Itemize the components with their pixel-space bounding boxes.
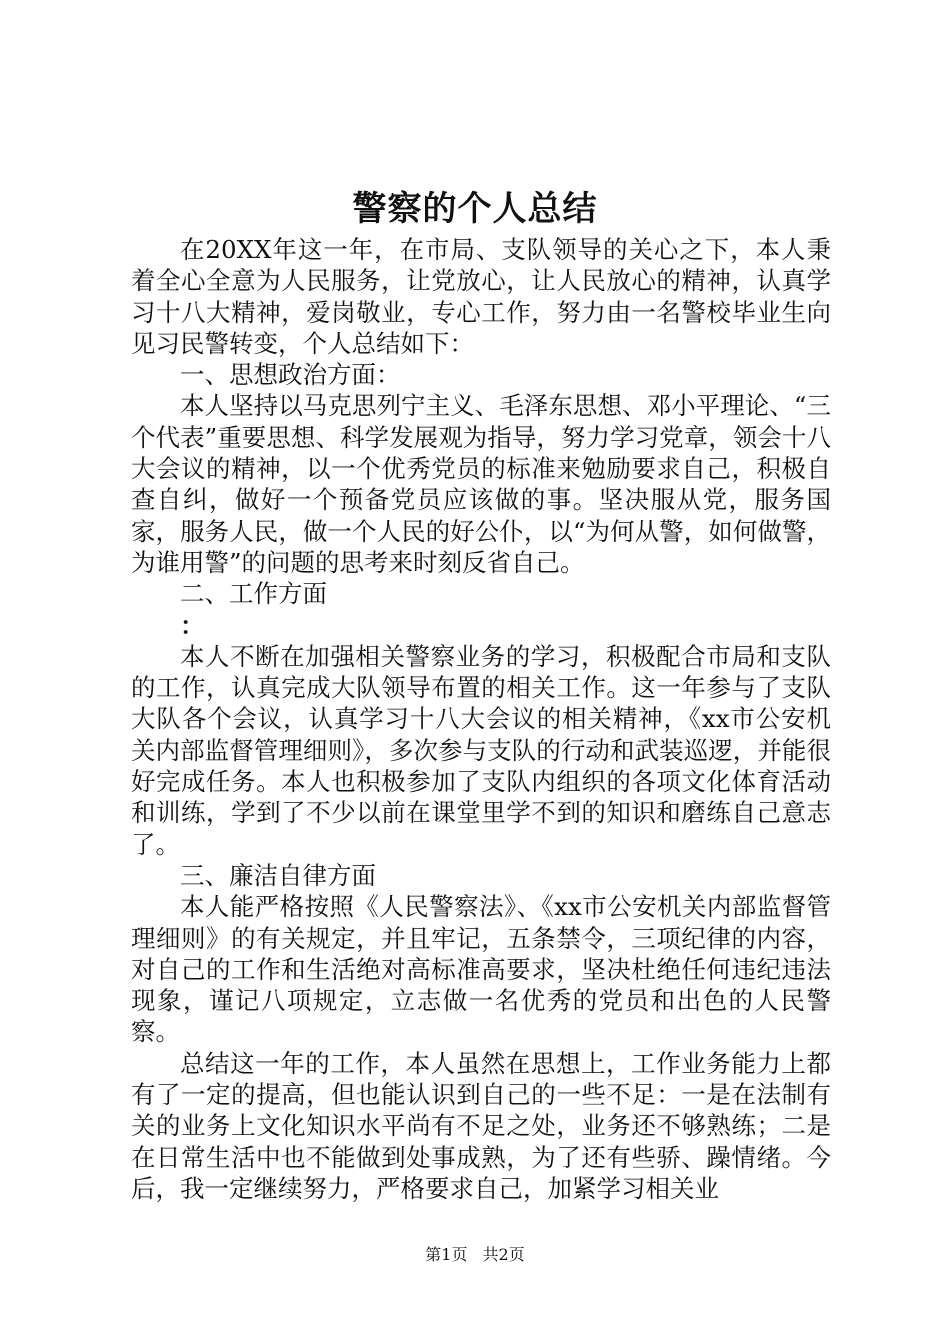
section-heading-work: 二、工作方面: [180, 579, 327, 609]
work-paragraph: 本人不断在加强相关警察业务的学习，积极配合市局和支队的工作，认真完成大队领导布置的相关工作。这一年参与了支队大队各个会议，认真学习十八大会议的相关精神，《xx市公安机关内部监督管理细则》，多次参与支队的行动和武装巡逻，并能很好完成任务。本人也积极参加了支队内组织的各项文化体育活动和训练，学到了不少以前在课堂里学不到的知识和磨练自己意志了。: [131, 641, 831, 859]
page-total: 共2页: [482, 1245, 525, 1264]
page-footer: [0, 1244, 950, 1266]
integrity-paragraph: 本人能严格按照《人民警察法》、《xx市公安机关内部监督管理细则》的有关规定，并且牢记，五条禁令，三项纪律的内容，对自己的工作和生活绝对高标准高要求，坚决杜绝任何违纪违法现象，谨记八项规定，立志做一名优秀的党员和出色的人民警察。: [131, 892, 831, 1047]
summary-paragraph: 总结这一年的工作，本人虽然在思想上，工作业务能力上都有了一定的提高，但也能认识到自己的一些不足：一是在法制有关的业务上文化知识水平尚有不足之处，业务还不够熟练；二是在日常生活中也不能做到处事成熟，为了还有些骄、躁情绪。今后，我一定继续努力，严格要求自己，加紧学习相关业: [131, 1048, 831, 1203]
document-body: [131, 234, 831, 1204]
page-number: 第1页: [425, 1245, 468, 1264]
stray-colon-line: ：: [180, 610, 205, 640]
section-heading-integrity: 三、廉洁自律方面: [180, 860, 376, 890]
section-heading-politics: 一、思想政治方面：: [180, 360, 401, 390]
document-title: 警察的个人总结: [352, 189, 598, 229]
politics-paragraph: 本人坚持以马克思列宁主义、毛泽东思想、邓小平理论、“三个代表”重要思想、科学发展观为指导，努力学习党章，领会十八大会议的精神，以一个优秀党员的标准来勉励要求自己，积极自查自纠，做好一个预备党员应该做的事。坚决服从党，服务国家，服务人民，做一个人民的好公仆，以“为何从警，如何做警，为谁用警”的问题的思考来时刻反省自己。: [131, 391, 831, 577]
intro-paragraph: 在20XX年这一年，在市局、支队领导的关心之下，本人秉着全心全意为人民服务，让党放心，让人民放心的精神，认真学习十八大精神，爱岗敬业，专心工作，努力由一名警校毕业生向见习民警转变，个人总结如下：: [131, 235, 831, 358]
